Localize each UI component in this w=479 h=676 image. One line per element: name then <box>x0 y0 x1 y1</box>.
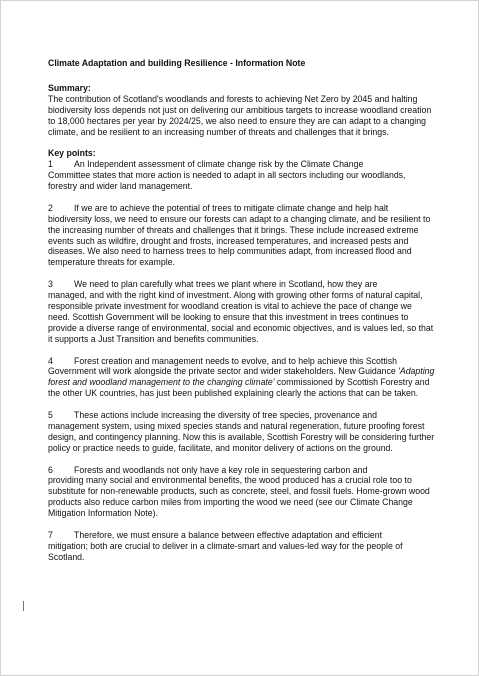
key-point-number: 4 <box>48 355 53 366</box>
document-title: Climate Adaptation and building Resilience - Information Note <box>48 58 306 68</box>
key-point-1 <box>48 159 436 192</box>
key-point-number: 6 <box>48 464 53 475</box>
key-point-lead: We need to plan carefully what trees we plant where in Scotland, how they are <box>74 279 378 290</box>
key-point-tail: commissioned by Scottish Forestry and the other UK countries, has just been published explaining clearly the actions that can be taken. <box>48 377 430 399</box>
key-point-lead: Forests and woodlands not only have a key role in sequestering carbon and <box>74 464 368 475</box>
key-point-lead: An Independent assessment of climate change risk by the Climate Change <box>74 159 364 170</box>
key-point-text: providing many social and environmental benefits, the wood produced has a crucial role too to substitute for non-renewable products, such as concrete, steel, and fossil fuels. Home-grown wood products also reduce carbon miles from importing the wood we need (see our Climate Change Mitigation Information Note). <box>48 475 430 519</box>
key-point-text: Government will work alongside the private sector and wider stakeholders. New Guidance <box>48 366 396 377</box>
summary-heading: Summary: <box>48 82 91 93</box>
key-point-number: 1 <box>48 159 53 170</box>
key-point-number: 3 <box>48 279 53 290</box>
key-point-6 <box>48 465 436 520</box>
key-point-number: 2 <box>48 202 53 213</box>
key-point-lead: Therefore, we must ensure a balance between effective adaptation and efficient <box>74 529 383 540</box>
key-point-text: mitigation; both are crucial to deliver in a climate-smart and values-led way for the people of Scotland. <box>48 540 403 562</box>
guidance-title: 'Adapting forest and woodland management to the changing climate' <box>48 366 435 388</box>
key-point-lead: Forest creation and management needs to evolve, and to help achieve this Scottish <box>74 355 397 366</box>
key-point-number: 7 <box>48 529 53 540</box>
key-point-number: 5 <box>48 410 53 421</box>
key-point-5 <box>48 410 436 454</box>
key-point-text: managed, and with the right kind of investment. Along with growing other forms of natural capital, responsible private investment for woodland creation is vital to achieve the pace of change we need. Scottish Government will be looking to ensure that this investment in trees continues to provide a diverse range of environmental, social and economic objectives, and is values led, so that it supports a Just Transition and benefits communities. <box>48 290 434 344</box>
key-point-7 <box>48 530 436 563</box>
key-point-text: management system, using mixed species stands and natural regeneration, future proofing forest design, and contingency planning. Now this is available, Scottish Forestry will be considering further policy or practice needs to guide, facilitate, and monitor delivery of actions on the ground. <box>48 420 435 453</box>
key-point-lead: These actions include increasing the diversity of tree species, provenance and <box>74 410 378 421</box>
document-body <box>48 58 436 574</box>
key-point-3 <box>48 279 436 344</box>
summary-text: The contribution of Scotland's woodlands and forests to achieving Net Zero by 2045 and halting biodiversity loss depends not just on delivering our ambitious targets to increase woodland creation to 18,000 hectares per year by 2024/25, we also need to ensure they are can adapt to a changing climate, and be resilient to an increasing number of threats and challenges that it brings. <box>48 93 432 137</box>
key-point-2 <box>48 203 436 268</box>
key-point-4 <box>48 356 436 400</box>
text-cursor-mark <box>23 601 24 611</box>
key-point-text: biodiversity loss, we need to ensure our forests can adapt to a changing climate, and be resilient to the increasing number of threats and challenges that it brings. These include increased extreme events such as wildfire, drought and frosts, increased temperatures, and increased pests and diseases. We also need to harness trees to help communities adapt, from increased flood and temperature threats for example. <box>48 213 431 268</box>
key-points-heading: Key points: <box>48 148 96 159</box>
key-point-text: Committee states that more action is needed to adapt in all sectors including our woodlands, forestry and wider land management. <box>48 170 406 192</box>
key-point-lead: If we are to achieve the potential of trees to mitigate climate change and help halt <box>74 202 389 213</box>
